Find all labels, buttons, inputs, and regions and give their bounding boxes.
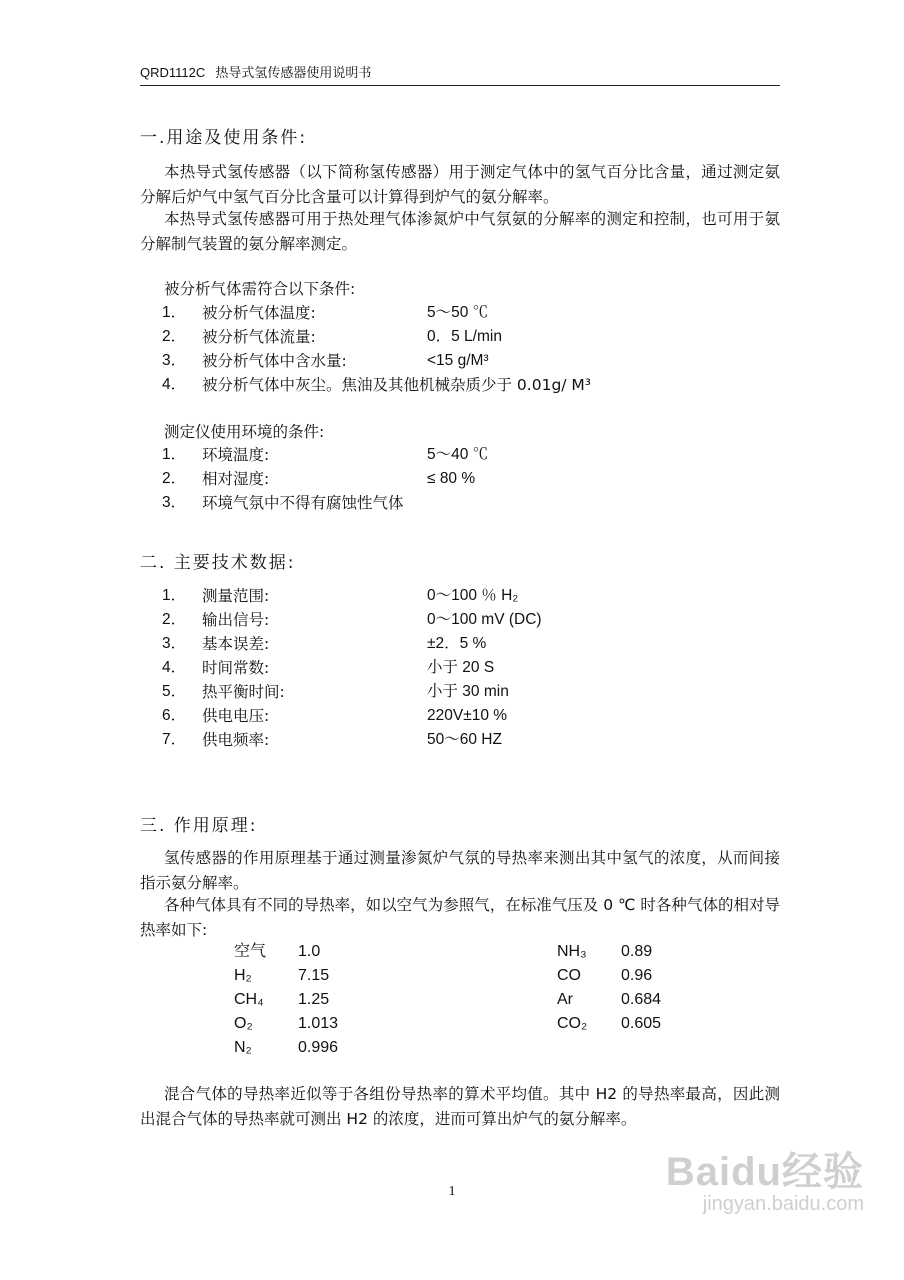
spec-value: 0～100 mV (DC) bbox=[427, 611, 542, 628]
spec-label: 供电频率: bbox=[202, 731, 270, 749]
spec-row bbox=[140, 680, 780, 704]
spec-num: 3． bbox=[162, 635, 187, 652]
condition-value: 5～50 ℃ bbox=[427, 304, 489, 321]
environment-title: 测定仪使用环境的条件: bbox=[164, 423, 325, 441]
condition-value: <15 g/M³ bbox=[427, 352, 489, 369]
gas-name: O₂ bbox=[234, 1015, 253, 1032]
environment-row bbox=[140, 467, 780, 491]
gas-entry bbox=[234, 940, 321, 964]
condition-num: 4． bbox=[162, 376, 187, 393]
gas-name: Ar bbox=[557, 991, 573, 1008]
watermark bbox=[666, 1140, 864, 1216]
gas-value: 1.013 bbox=[298, 1015, 339, 1032]
watermark-url: jingyan.baidu.com bbox=[702, 1193, 864, 1215]
spec-row bbox=[140, 704, 780, 728]
spec-label: 时间常数: bbox=[202, 659, 270, 677]
conditions-title: 被分析气体需符合以下条件: bbox=[164, 280, 356, 298]
header-model: QRD1112C bbox=[140, 65, 206, 80]
gas-name: N₂ bbox=[234, 1039, 252, 1056]
section-1-paragraph-1: 本热导式氢传感器（以下简称氢传感器）用于测定气体中的氢气百分比含量，通过测定氨分解后炉气中氢气百分比含量可以计算得到炉气的氨分解率。 bbox=[140, 163, 780, 206]
gas-entry bbox=[557, 940, 653, 964]
gas-entry bbox=[234, 964, 330, 988]
page-number: 1 bbox=[448, 1184, 456, 1199]
environment-label: 相对湿度: bbox=[202, 470, 270, 488]
gas-value: 1.25 bbox=[298, 991, 330, 1008]
section-2-title: 二. 主要技术数据: bbox=[140, 553, 296, 573]
condition-num: 3． bbox=[162, 352, 187, 369]
spec-num: 4． bbox=[162, 659, 187, 676]
environment-label: 环境温度: bbox=[202, 446, 270, 464]
condition-label: 被分析气体中灰尘。焦油及其他机械杂质少于 0.01g/ M³ bbox=[202, 376, 592, 394]
gas-value: 7.15 bbox=[298, 967, 330, 984]
header-title: 热导式氢传感器使用说明书 bbox=[215, 66, 372, 81]
spec-num: 5． bbox=[162, 683, 187, 700]
condition-row bbox=[140, 349, 780, 373]
condition-label: 被分析气体温度: bbox=[202, 304, 316, 322]
section-1-title: 一.用途及使用条件: bbox=[140, 128, 308, 148]
section-3-title: 三. 作用原理: bbox=[140, 816, 258, 836]
spec-value: ±2．5 % bbox=[427, 635, 487, 652]
spec-value: 0～100 ％ H₂ bbox=[427, 587, 519, 604]
gas-name: CO₂ bbox=[557, 1015, 588, 1032]
spec-value: 小于 30 min bbox=[427, 683, 509, 700]
spec-label: 热平衡时间: bbox=[202, 683, 285, 701]
condition-num: 1． bbox=[162, 304, 187, 321]
spec-row bbox=[140, 608, 780, 632]
spec-label: 供电电压: bbox=[202, 707, 270, 725]
spec-row bbox=[140, 656, 780, 680]
spec-row bbox=[140, 728, 780, 752]
gas-value: 0.996 bbox=[298, 1039, 339, 1056]
environment-row bbox=[140, 443, 780, 467]
gas-entry bbox=[234, 1036, 339, 1060]
condition-row bbox=[140, 325, 780, 349]
environment-num: 2． bbox=[162, 470, 187, 487]
spec-num: 7． bbox=[162, 731, 187, 748]
environment-label: 环境气氛中不得有腐蚀性气体 bbox=[202, 494, 404, 512]
gas-value: 0.605 bbox=[621, 1015, 662, 1032]
gas-value: 0.684 bbox=[621, 991, 662, 1008]
spec-row bbox=[140, 632, 780, 656]
gas-value: 0.89 bbox=[621, 943, 653, 960]
watermark-brand: Baidu经验 bbox=[665, 1150, 864, 1194]
condition-row bbox=[140, 373, 780, 397]
gas-name: 空气 bbox=[234, 943, 267, 960]
spec-num: 6． bbox=[162, 707, 187, 724]
gas-name: NH₃ bbox=[557, 943, 587, 960]
gas-entry bbox=[557, 964, 653, 988]
spec-num: 2． bbox=[162, 611, 187, 628]
gas-entry bbox=[234, 988, 330, 1012]
spec-label: 基本误差: bbox=[202, 635, 270, 653]
section-3-paragraph-2: 各种气体具有不同的导热率，如以空气为参照气，在标准气压及 0 ℃ 时各种气体的相对导热率如下: bbox=[140, 896, 780, 939]
condition-label: 被分析气体中含水量: bbox=[202, 352, 347, 370]
spec-value: 50～60 HZ bbox=[427, 731, 502, 748]
environment-num: 1． bbox=[162, 446, 187, 463]
gas-value: 1.0 bbox=[298, 943, 321, 960]
environment-row bbox=[140, 491, 780, 515]
spec-label: 测量范围: bbox=[202, 587, 270, 605]
spec-row bbox=[140, 584, 780, 608]
condition-num: 2． bbox=[162, 328, 187, 345]
gas-name: H₂ bbox=[234, 967, 252, 984]
page-header bbox=[140, 64, 780, 86]
gas-entry bbox=[557, 988, 662, 1012]
condition-row bbox=[140, 301, 780, 325]
gas-value: 0.96 bbox=[621, 967, 653, 984]
spec-label: 输出信号: bbox=[202, 611, 270, 629]
gas-name: CO bbox=[557, 967, 581, 984]
environment-num: 3． bbox=[162, 494, 187, 511]
gas-entry bbox=[234, 1012, 339, 1036]
environment-value: ≤ 80 % bbox=[427, 470, 476, 487]
section-1-paragraph-2: 本热导式氢传感器可用于热处理气体渗氮炉中气氛氨的分解率的测定和控制，也可用于氨分解制气装置的氨分解率测定。 bbox=[140, 210, 780, 253]
section-3-paragraph-1: 氢传感器的作用原理基于通过测量渗氮炉气氛的导热率来测出其中氢气的浓度，从而间接指示氨分解率。 bbox=[140, 849, 780, 892]
spec-num: 1． bbox=[162, 587, 187, 604]
gas-name: CH₄ bbox=[234, 991, 264, 1008]
spec-value: 小于 20 S bbox=[427, 659, 495, 676]
condition-label: 被分析气体流量: bbox=[202, 328, 316, 346]
gas-entry bbox=[557, 1012, 662, 1036]
spec-value: 220V±10 % bbox=[427, 707, 508, 724]
section-3-paragraph-3: 混合气体的导热率近似等于各组份导热率的算术平均值。其中 H2 的导热率最高，因此测出混合气体的导热率就可测出 H2 的浓度，进而可算出炉气的氨分解率。 bbox=[140, 1085, 780, 1128]
condition-value: 0．5 L/min bbox=[427, 328, 502, 345]
environment-value: 5～40 ℃ bbox=[427, 446, 489, 463]
